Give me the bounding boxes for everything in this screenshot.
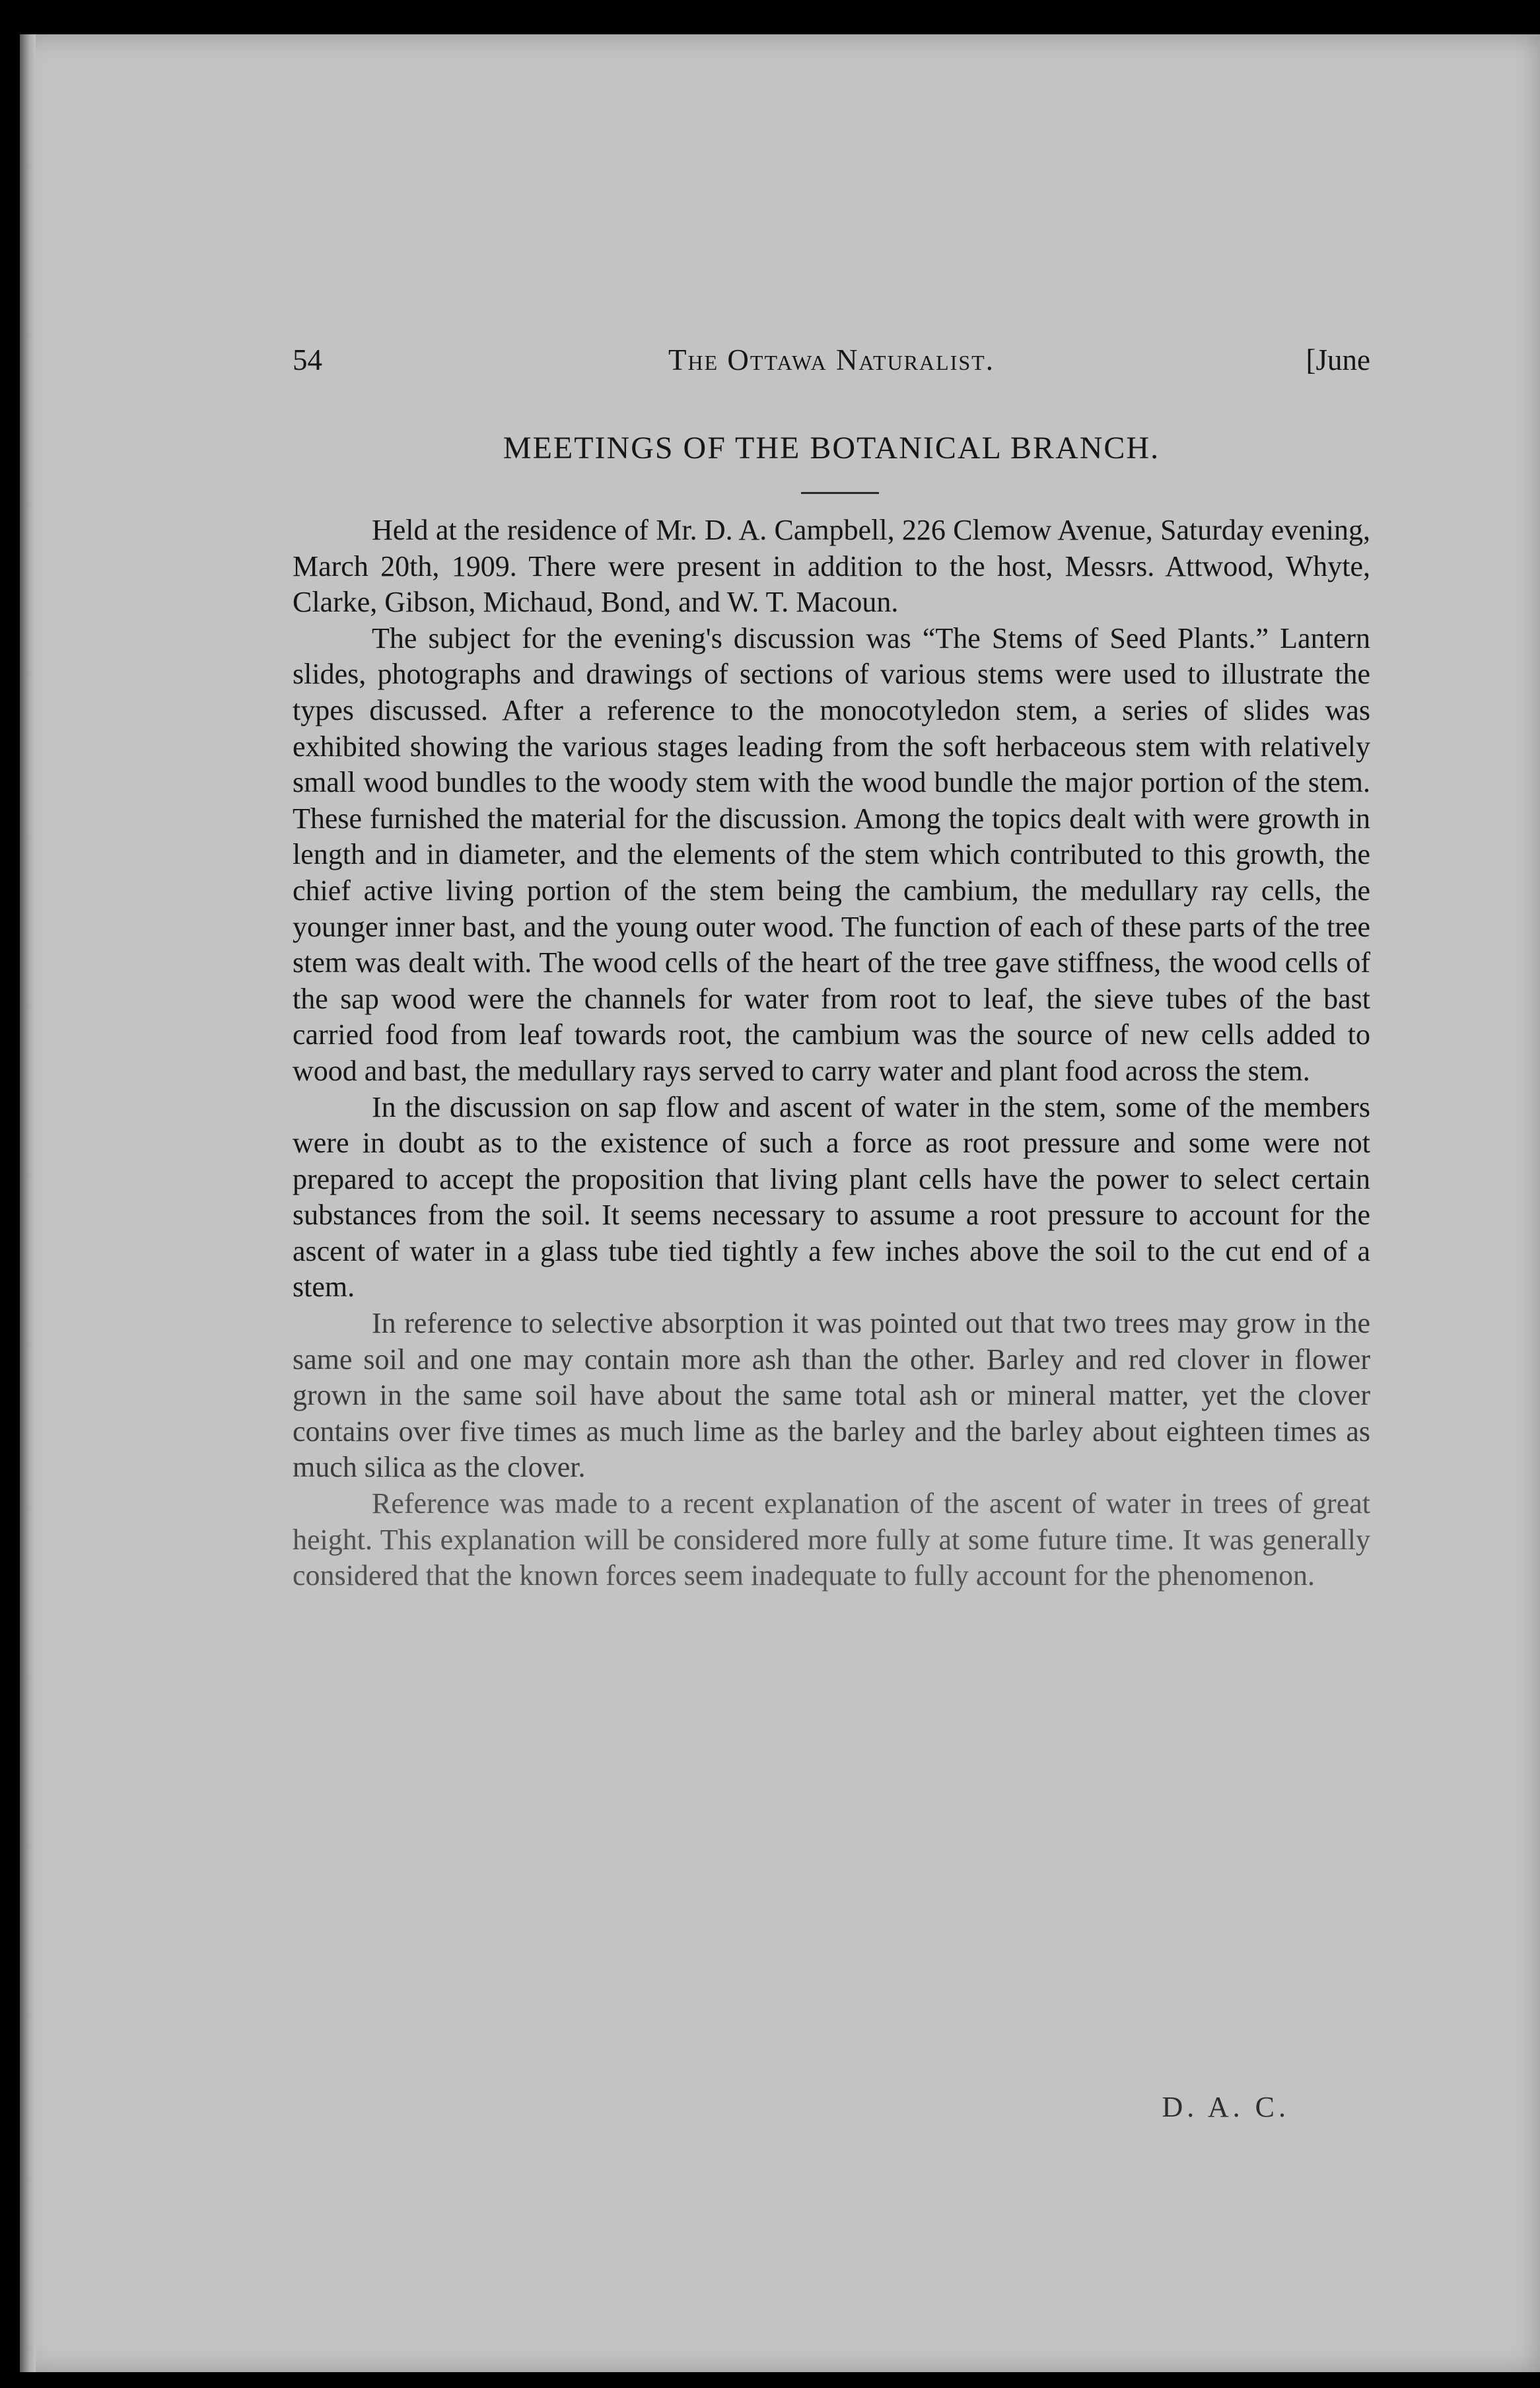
author-signature: D. A. C.: [1162, 2091, 1290, 2123]
running-head: [293, 337, 1370, 383]
article-title: MEETINGS OF THE BOTANICAL BRANCH.: [503, 431, 1160, 466]
issue-month: [June: [1306, 343, 1370, 376]
paragraph-subject: The subject for the evening's discussion was “The Stems of Seed Plants.” Lantern slides, photographs and drawings of sections of various stems were used to illustrate the types discussed. After a reference to the monocotyledon stem, a series of slides was exhibited showing the various stages leading from the soft herbaceous stem with relatively small wood bundles to the woody stem with the wood bundle the major portion of the stem. These furnished the material for the discussion. Among the topics dealt with were growth in length and in diameter, and the elements of the stem which contributed to this growth, the chief active living portion of the stem being the cambium, the medullary ray cells, the younger inner bast, and the young outer wood. The function of each of these parts of the tree stem was dealt with. The wood cells of the heart of the tree gave stiffness, the wood cells of the sap wood were the channels for water from root to leaf, the sieve tubes of the bast carried food from leaf towards root, the cambium was the source of new cells added to wood and bast, the medullary rays served to carry water and plant food across the stem.: [293, 621, 1370, 1087]
paragraph-meeting-details: Held at the residence of Mr. D. A. Campbell, 226 Clemow Avenue, Saturday evening, March 20th, 1909. There were present in addition to the host, Messrs. Attwood, Whyte, Clarke, Gibson, Michaud, Bond, and W. T. Macoun.: [293, 514, 1370, 619]
article-body: [293, 512, 1370, 1594]
page-binding-edge: [20, 34, 36, 2372]
journal-title: The Ottawa Naturalist.: [668, 343, 995, 376]
title-rule: [801, 492, 879, 494]
page-number: 54: [293, 343, 322, 376]
paragraph-sap-flow: In the discussion on sap flow and ascent of water in the stem, some of the members were in doubt as to the existence of such a force as root pressure and some were not prepared to accept the proposition that living plant cells have the power to select certain substances from the soil. It seems necessary to assume a root pressure to account for the ascent of water in a glass tube tied tightly a few inches above the soil to the cut end of a stem.: [293, 1090, 1370, 1304]
paragraph-ascent-of-water: Reference was made to a recent explanation of the ascent of water in trees of great height. This explanation will be considered more fully at some future time. It was generally considered that the known forces seem inadequate to fully account for the phenomenon.: [293, 1487, 1370, 1592]
paragraph-selective-absorption: In reference to selective absorption it was pointed out that two trees may grow in the same soil and one may contain more ash than the other. Barley and red clover in flower grown in the same soil have about the same total ash or mineral matter, yet the clover contains over five times as much lime as the barley and the barley about eighteen times as much silica as the clover.: [293, 1307, 1370, 1484]
scanned-page: [20, 34, 1540, 2372]
